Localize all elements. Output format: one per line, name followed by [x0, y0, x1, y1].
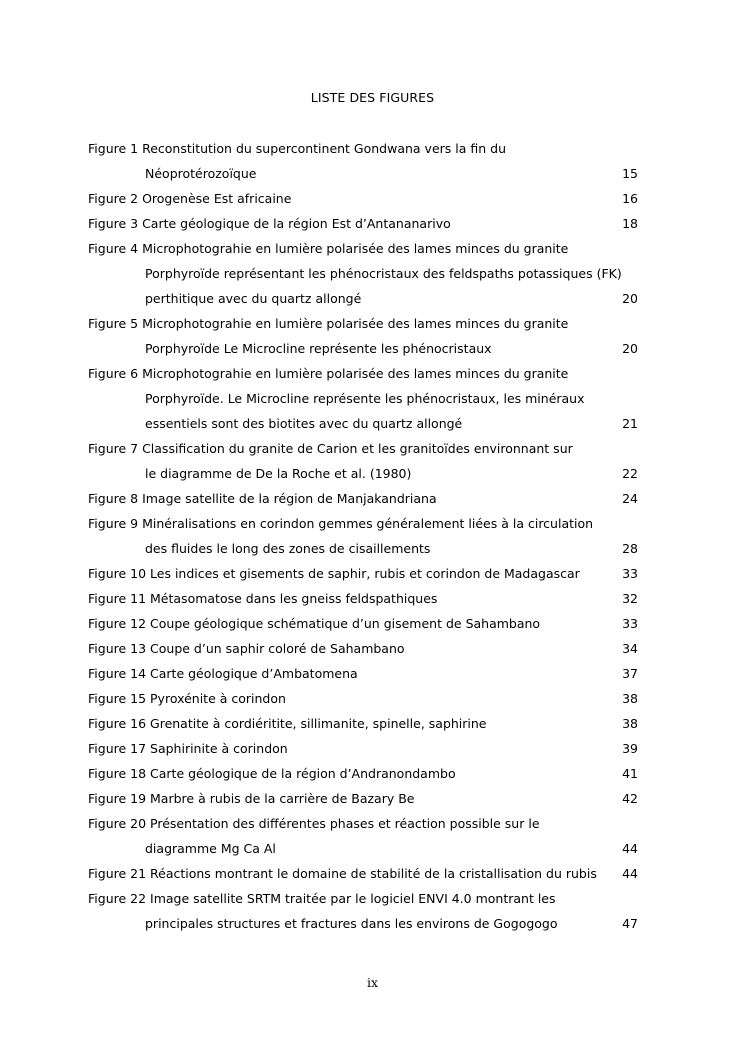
figure-page-number: 38 [622, 716, 638, 731]
figure-entry [88, 640, 648, 665]
figure-entry-continuation [88, 340, 648, 365]
figure-caption-text: Figure 11 Métasomatose dans les gneiss feldspathiques [88, 591, 438, 606]
figure-page-number: 47 [622, 916, 638, 931]
figure-entry [88, 865, 648, 890]
figure-entry [88, 490, 648, 515]
figure-caption-text: Figure 6 Microphotograhie en lumière polarisée des lames minces du granite [88, 366, 569, 381]
figure-entry [88, 890, 648, 915]
figure-caption-text: Figure 19 Marbre à rubis de la carrière de Bazary Be [88, 791, 415, 806]
figure-page-number: 20 [622, 341, 638, 356]
figure-page-number: 41 [622, 766, 638, 781]
figure-entry-continuation [88, 540, 648, 565]
figure-page-number: 33 [622, 616, 638, 631]
list-of-figures [88, 140, 648, 940]
figure-page-number: 16 [622, 191, 638, 206]
figure-page-number: 20 [622, 291, 638, 306]
figure-entry-continuation [88, 840, 648, 865]
figure-page-number: 21 [622, 416, 638, 431]
figure-page-number: 44 [622, 866, 638, 881]
figure-caption-text: Figure 5 Microphotograhie en lumière polarisée des lames minces du granite [88, 316, 569, 331]
figure-page-number: 37 [622, 666, 638, 681]
figure-caption-text: des fluides le long des zones de cisaillements [145, 541, 431, 556]
page-title: LISTE DES FIGURES [310, 90, 435, 105]
figure-entry [88, 140, 648, 165]
figure-caption-text: Figure 18 Carte géologique de la région d’Andranondambo [88, 766, 456, 781]
figure-caption-text: Figure 9 Minéralisations en corindon gemmes généralement liées à la circulation [88, 516, 594, 531]
figure-entry [88, 815, 648, 840]
page-number-footer: ix [366, 975, 379, 990]
figure-entry [88, 765, 648, 790]
figure-caption-text: diagramme Mg Ca Al [145, 841, 276, 856]
figure-entry [88, 615, 648, 640]
figure-entry [88, 690, 648, 715]
figure-page-number: 15 [622, 166, 638, 181]
figure-page-number: 44 [622, 841, 638, 856]
figure-entry-continuation [88, 915, 648, 940]
figure-entry [88, 665, 648, 690]
figure-caption-text: Porphyroïde Le Microcline représente les phénocristaux [145, 341, 492, 356]
figure-entry [88, 215, 648, 240]
figure-caption-text: Figure 15 Pyroxénite à corindon [88, 691, 286, 706]
figure-entry [88, 315, 648, 340]
figure-entry-continuation [88, 390, 648, 415]
figure-caption-text: perthitique avec du quartz allongé [145, 291, 362, 306]
figure-caption-text: Figure 13 Coupe d’un saphir coloré de Sahambano [88, 641, 405, 656]
figure-entry-continuation [88, 415, 648, 440]
figure-page-number: 42 [622, 791, 638, 806]
figure-entry-continuation [88, 290, 648, 315]
figure-page-number: 38 [622, 691, 638, 706]
figure-caption-text: Figure 3 Carte géologique de la région Est d’Antananarivo [88, 216, 451, 231]
figure-caption-text: Figure 16 Grenatite à cordiéritite, sillimanite, spinelle, saphirine [88, 716, 487, 731]
figure-entry [88, 590, 648, 615]
figure-page-number: 33 [622, 566, 638, 581]
figure-caption-text: Figure 7 Classification du granite de Carion et les granitoïdes environnant sur [88, 441, 573, 456]
figure-page-number: 24 [622, 491, 638, 506]
figure-entry [88, 240, 648, 265]
figure-entry [88, 565, 648, 590]
figure-caption-text: Porphyroïde. Le Microcline représente les phénocristaux, les minéraux [145, 391, 585, 406]
figure-caption-text: Figure 8 Image satellite de la région de Manjakandriana [88, 491, 437, 506]
figure-caption-text: Figure 12 Coupe géologique schématique d’un gisement de Sahambano [88, 616, 541, 631]
figure-caption-text: Figure 10 Les indices et gisements de saphir, rubis et corindon de Madagascar [88, 566, 580, 581]
figure-entry [88, 790, 648, 815]
figure-caption-text: Figure 21 Réactions montrant le domaine de stabilité de la cristallisation du rubis [88, 866, 597, 881]
figure-caption-text: Porphyroïde représentant les phénocristaux des feldspaths potassiques (FK) [145, 266, 622, 281]
figure-page-number: 34 [622, 641, 638, 656]
figure-caption-text: essentiels sont des biotites avec du quartz allongé [145, 416, 463, 431]
figure-caption-text: Figure 2 Orogenèse Est africaine [88, 191, 292, 206]
figure-caption-text: Néoprotérozoïque [145, 166, 257, 181]
figure-entry [88, 515, 648, 540]
figure-caption-text: Figure 4 Microphotograhie en lumière polarisée des lames minces du granite [88, 241, 569, 256]
figure-entry [88, 365, 648, 390]
figure-entry [88, 440, 648, 465]
figure-entry-continuation [88, 165, 648, 190]
figure-entry [88, 740, 648, 765]
figure-entry [88, 190, 648, 215]
figure-caption-text: le diagramme de De la Roche et al. (1980) [145, 466, 412, 481]
figure-page-number: 22 [622, 466, 638, 481]
figure-caption-text: Figure 14 Carte géologique d’Ambatomena [88, 666, 358, 681]
figure-page-number: 28 [622, 541, 638, 556]
figure-caption-text: principales structures et fractures dans les environs de Gogogogo [145, 916, 558, 931]
figure-page-number: 39 [622, 741, 638, 756]
figure-caption-text: Figure 20 Présentation des différentes phases et réaction possible sur le [88, 816, 540, 831]
figure-page-number: 18 [622, 216, 638, 231]
figure-caption-text: Figure 17 Saphirinite à corindon [88, 741, 288, 756]
figure-entry-continuation [88, 465, 648, 490]
figure-entry [88, 715, 648, 740]
figure-entry-continuation [88, 265, 648, 290]
figure-page-number: 32 [622, 591, 638, 606]
figure-caption-text: Figure 1 Reconstitution du supercontinent Gondwana vers la fin du [88, 141, 507, 156]
figure-caption-text: Figure 22 Image satellite SRTM traitée par le logiciel ENVI 4.0 montrant les [88, 891, 556, 906]
